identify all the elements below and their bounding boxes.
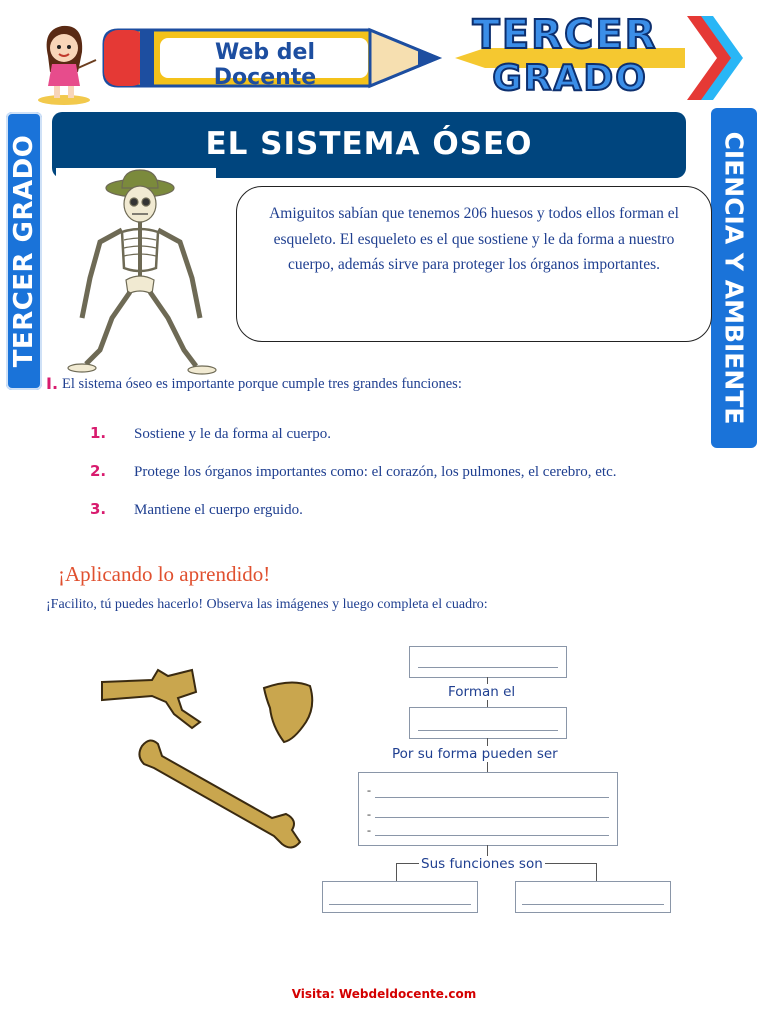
side-label-right: CIENCIA Y AMBIENTE xyxy=(711,108,757,448)
intro-text: Amiguitos sabían que tenemos 206 huesos y todos ellos forman el esqueleto. El esqueleto es el que sostiene y le da forma a nuestro cuerpo, además sirve para proteger los órganos importantes. xyxy=(269,205,679,273)
label-forman: Forman el xyxy=(448,684,516,700)
list-number: 1. xyxy=(90,424,107,442)
side-label-left: TERCER GRADO xyxy=(6,112,42,390)
bones-illustration-icon xyxy=(96,660,316,860)
page-title: EL SISTEMA ÓSEO xyxy=(205,126,533,162)
list-text: Sostiene y le da forma al cuerpo. xyxy=(134,426,332,442)
list-item xyxy=(90,424,331,443)
list-item xyxy=(90,500,303,519)
diagram-box-list[interactable] xyxy=(358,772,618,846)
apply-title: ¡Aplicando lo aprendido! xyxy=(58,562,271,586)
diagram-box-bottom-right[interactable] xyxy=(515,881,671,913)
grade-line-2: GRADO xyxy=(492,58,648,99)
list-text: Protege los órganos importantes como: el corazón, los pulmones, el cerebro, etc. xyxy=(134,464,617,480)
grade-line-1: TERCER xyxy=(472,12,658,58)
dash: - xyxy=(367,783,371,797)
list-number: 2. xyxy=(90,462,107,480)
diagram-box-bottom-left[interactable] xyxy=(322,881,478,913)
list-item xyxy=(90,462,617,481)
label-forma: Por su forma pueden ser xyxy=(392,746,558,762)
brand-name: Web del Docente xyxy=(213,40,317,90)
intro-box xyxy=(236,186,712,342)
dash: - xyxy=(367,807,371,821)
section-text: El sistema óseo es importante porque cumple tres grandes funciones: xyxy=(62,376,462,392)
skeleton-illustration-icon xyxy=(56,168,228,380)
connector-line xyxy=(596,863,597,881)
teacher-logo-icon xyxy=(28,16,100,106)
section-number: I. xyxy=(46,374,59,393)
footer-link[interactable]: Visita: Webdeldocente.com xyxy=(291,987,477,1001)
diagram-box-top[interactable] xyxy=(409,646,567,678)
connector-line xyxy=(396,863,397,881)
list-number: 3. xyxy=(90,500,107,518)
label-funciones: Sus funciones son xyxy=(421,856,543,872)
list-text: Mantiene el cuerpo erguido. xyxy=(134,502,303,518)
diagram-box-middle[interactable] xyxy=(409,707,567,739)
apply-instruction: ¡Facilito, tú puedes hacerlo! Observa las imágenes y luego completa el cuadro: xyxy=(46,597,488,612)
dash: - xyxy=(367,823,371,837)
